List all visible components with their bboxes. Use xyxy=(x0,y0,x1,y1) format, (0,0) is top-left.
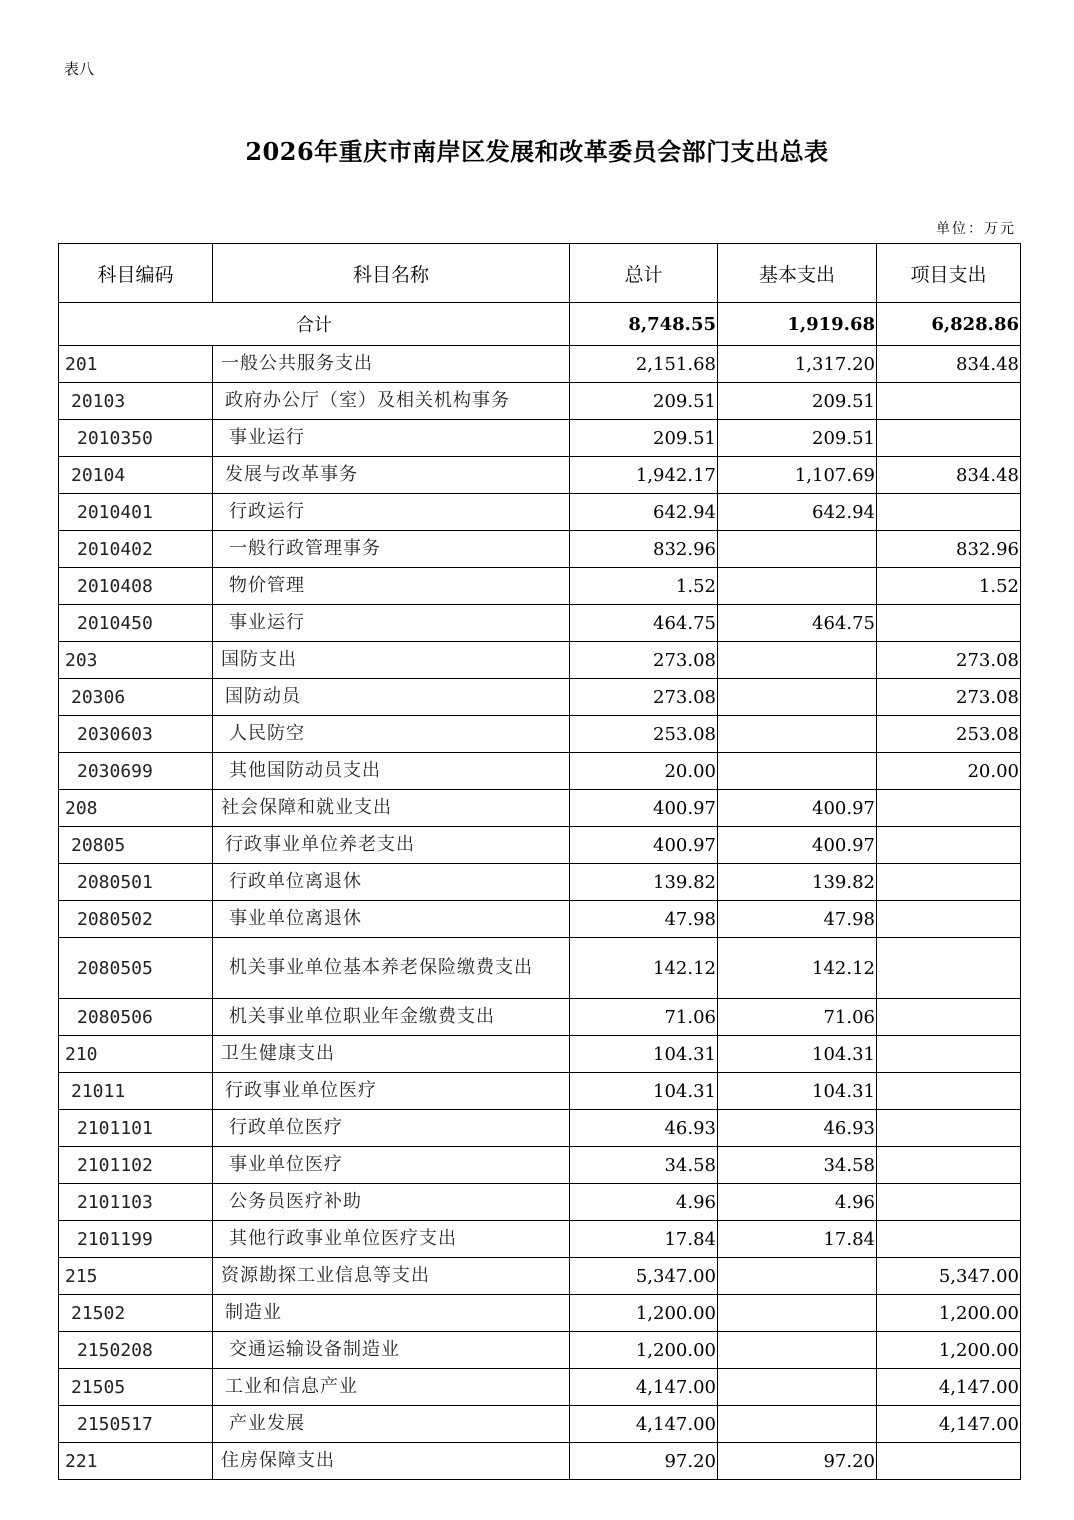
row-project xyxy=(877,790,1021,827)
row-code: 2101199 xyxy=(59,1221,213,1258)
row-total: 46.93 xyxy=(570,1110,718,1147)
row-name: 事业运行 xyxy=(213,605,570,642)
header-row xyxy=(59,244,1021,303)
row-total: 139.82 xyxy=(570,864,718,901)
row-total: 97.20 xyxy=(570,1443,718,1480)
row-project xyxy=(877,1036,1021,1073)
row-basic: 1,107.69 xyxy=(718,457,877,494)
header-project: 项目支出 xyxy=(877,244,1021,303)
row-name: 行政事业单位医疗 xyxy=(213,1073,570,1110)
row-total: 20.00 xyxy=(570,753,718,790)
page-title: 2026年重庆市南岸区发展和改革委员会部门支出总表 xyxy=(245,137,829,166)
row-project xyxy=(877,864,1021,901)
row-name: 国防支出 xyxy=(213,642,570,679)
row-project xyxy=(877,605,1021,642)
row-project: 834.48 xyxy=(877,346,1021,383)
table-row xyxy=(59,1443,1021,1480)
row-name: 产业发展 xyxy=(213,1406,570,1443)
table-row xyxy=(59,420,1021,457)
row-code: 20306 xyxy=(59,679,213,716)
row-project xyxy=(877,1184,1021,1221)
row-code: 21502 xyxy=(59,1295,213,1332)
row-basic: 46.93 xyxy=(718,1110,877,1147)
row-code: 2010401 xyxy=(59,494,213,531)
row-total: 17.84 xyxy=(570,1221,718,1258)
row-basic xyxy=(718,1258,877,1295)
row-project xyxy=(877,1147,1021,1184)
table-row xyxy=(59,1295,1021,1332)
table-row xyxy=(59,827,1021,864)
table-row xyxy=(59,1110,1021,1147)
row-project: 834.48 xyxy=(877,457,1021,494)
unit-label: 单位：万元 xyxy=(936,221,1016,237)
row-code: 2080502 xyxy=(59,901,213,938)
row-basic: 209.51 xyxy=(718,420,877,457)
row-code: 2080505 xyxy=(59,938,213,999)
row-code: 2030603 xyxy=(59,716,213,753)
row-code: 20805 xyxy=(59,827,213,864)
header-name: 科目名称 xyxy=(213,244,570,303)
row-basic: 400.97 xyxy=(718,827,877,864)
row-total: 4.96 xyxy=(570,1184,718,1221)
row-code: 215 xyxy=(59,1258,213,1295)
table-row xyxy=(59,568,1021,605)
total-amount: 8,748.55 xyxy=(570,303,718,346)
row-total: 34.58 xyxy=(570,1147,718,1184)
table-row xyxy=(59,642,1021,679)
row-code: 2010408 xyxy=(59,568,213,605)
row-total: 1,942.17 xyxy=(570,457,718,494)
row-name: 机关事业单位职业年金缴费支出 xyxy=(213,999,570,1036)
row-name: 事业运行 xyxy=(213,420,570,457)
row-code: 221 xyxy=(59,1443,213,1480)
row-project: 4,147.00 xyxy=(877,1406,1021,1443)
table-row xyxy=(59,1073,1021,1110)
table-row xyxy=(59,383,1021,420)
table-row xyxy=(59,864,1021,901)
row-project xyxy=(877,494,1021,531)
header-total: 总计 xyxy=(570,244,718,303)
sheet-label: 表八 xyxy=(64,60,95,78)
expenditure-table xyxy=(58,243,1021,1480)
row-basic: 104.31 xyxy=(718,1036,877,1073)
row-basic xyxy=(718,1406,877,1443)
row-code: 20104 xyxy=(59,457,213,494)
row-basic: 34.58 xyxy=(718,1147,877,1184)
header-code: 科目编码 xyxy=(59,244,213,303)
row-name: 公务员医疗补助 xyxy=(213,1184,570,1221)
row-code: 2080506 xyxy=(59,999,213,1036)
row-name: 一般公共服务支出 xyxy=(213,346,570,383)
row-project xyxy=(877,827,1021,864)
row-total: 209.51 xyxy=(570,420,718,457)
row-basic xyxy=(718,753,877,790)
row-code: 2010402 xyxy=(59,531,213,568)
row-basic: 642.94 xyxy=(718,494,877,531)
row-total: 71.06 xyxy=(570,999,718,1036)
row-code: 2150517 xyxy=(59,1406,213,1443)
row-basic xyxy=(718,642,877,679)
table-row xyxy=(59,790,1021,827)
row-total: 464.75 xyxy=(570,605,718,642)
row-basic xyxy=(718,1332,877,1369)
header-basic: 基本支出 xyxy=(718,244,877,303)
row-code: 2030699 xyxy=(59,753,213,790)
table-row xyxy=(59,457,1021,494)
row-project: 253.08 xyxy=(877,716,1021,753)
row-basic: 1,317.20 xyxy=(718,346,877,383)
row-basic: 139.82 xyxy=(718,864,877,901)
row-code: 2080501 xyxy=(59,864,213,901)
row-total: 273.08 xyxy=(570,642,718,679)
row-total: 273.08 xyxy=(570,679,718,716)
table-row xyxy=(59,999,1021,1036)
row-code: 2010450 xyxy=(59,605,213,642)
row-total: 642.94 xyxy=(570,494,718,531)
table-row xyxy=(59,679,1021,716)
row-project: 273.08 xyxy=(877,642,1021,679)
row-code: 201 xyxy=(59,346,213,383)
row-code: 210 xyxy=(59,1036,213,1073)
row-name: 其他国防动员支出 xyxy=(213,753,570,790)
row-project xyxy=(877,901,1021,938)
row-name: 事业单位医疗 xyxy=(213,1147,570,1184)
row-name: 行政单位离退休 xyxy=(213,864,570,901)
row-code: 2010350 xyxy=(59,420,213,457)
row-basic xyxy=(718,531,877,568)
table-row xyxy=(59,346,1021,383)
total-label: 合计 xyxy=(59,303,570,346)
row-name: 事业单位离退休 xyxy=(213,901,570,938)
table-row xyxy=(59,605,1021,642)
row-project: 273.08 xyxy=(877,679,1021,716)
row-name: 一般行政管理事务 xyxy=(213,531,570,568)
row-project xyxy=(877,1443,1021,1480)
row-code: 2101103 xyxy=(59,1184,213,1221)
table-row xyxy=(59,531,1021,568)
table-row xyxy=(59,1406,1021,1443)
table-row xyxy=(59,1332,1021,1369)
row-name: 住房保障支出 xyxy=(213,1443,570,1480)
row-name: 国防动员 xyxy=(213,679,570,716)
row-project xyxy=(877,383,1021,420)
row-name: 行政运行 xyxy=(213,494,570,531)
row-basic: 142.12 xyxy=(718,938,877,999)
row-total: 832.96 xyxy=(570,531,718,568)
row-project: 1,200.00 xyxy=(877,1295,1021,1332)
row-total: 4,147.00 xyxy=(570,1406,718,1443)
row-total: 253.08 xyxy=(570,716,718,753)
row-basic: 4.96 xyxy=(718,1184,877,1221)
row-project: 1.52 xyxy=(877,568,1021,605)
row-project: 5,347.00 xyxy=(877,1258,1021,1295)
row-project xyxy=(877,999,1021,1036)
row-code: 21505 xyxy=(59,1369,213,1406)
total-row xyxy=(59,303,1021,346)
row-name: 行政事业单位养老支出 xyxy=(213,827,570,864)
row-project xyxy=(877,938,1021,999)
table-row xyxy=(59,494,1021,531)
row-total: 47.98 xyxy=(570,901,718,938)
row-name: 工业和信息产业 xyxy=(213,1369,570,1406)
table-row xyxy=(59,716,1021,753)
row-basic: 464.75 xyxy=(718,605,877,642)
table-row xyxy=(59,1184,1021,1221)
row-total: 1,200.00 xyxy=(570,1332,718,1369)
row-name: 人民防空 xyxy=(213,716,570,753)
row-code: 2101101 xyxy=(59,1110,213,1147)
row-name: 发展与改革事务 xyxy=(213,457,570,494)
row-code: 2150208 xyxy=(59,1332,213,1369)
row-total: 209.51 xyxy=(570,383,718,420)
row-basic: 104.31 xyxy=(718,1073,877,1110)
row-total: 400.97 xyxy=(570,790,718,827)
row-name: 资源勘探工业信息等支出 xyxy=(213,1258,570,1295)
row-total: 4,147.00 xyxy=(570,1369,718,1406)
row-code: 203 xyxy=(59,642,213,679)
total-basic: 1,919.68 xyxy=(718,303,877,346)
table-row xyxy=(59,1147,1021,1184)
row-total: 1.52 xyxy=(570,568,718,605)
table-row xyxy=(59,1369,1021,1406)
row-project: 832.96 xyxy=(877,531,1021,568)
row-total: 2,151.68 xyxy=(570,346,718,383)
row-name: 社会保障和就业支出 xyxy=(213,790,570,827)
row-project xyxy=(877,1221,1021,1258)
row-code: 2101102 xyxy=(59,1147,213,1184)
row-name: 交通运输设备制造业 xyxy=(213,1332,570,1369)
row-basic xyxy=(718,568,877,605)
row-name: 机关事业单位基本养老保险缴费支出 xyxy=(213,938,570,999)
row-basic xyxy=(718,1369,877,1406)
row-name: 物价管理 xyxy=(213,568,570,605)
table-row xyxy=(59,1258,1021,1295)
row-basic: 97.20 xyxy=(718,1443,877,1480)
table-row xyxy=(59,901,1021,938)
row-name: 其他行政事业单位医疗支出 xyxy=(213,1221,570,1258)
row-project: 1,200.00 xyxy=(877,1332,1021,1369)
total-project: 6,828.86 xyxy=(877,303,1021,346)
row-total: 104.31 xyxy=(570,1073,718,1110)
row-total: 5,347.00 xyxy=(570,1258,718,1295)
row-name: 制造业 xyxy=(213,1295,570,1332)
table-row xyxy=(59,1036,1021,1073)
row-code: 20103 xyxy=(59,383,213,420)
table-row xyxy=(59,753,1021,790)
table-row xyxy=(59,1221,1021,1258)
row-code: 208 xyxy=(59,790,213,827)
row-total: 1,200.00 xyxy=(570,1295,718,1332)
row-code: 21011 xyxy=(59,1073,213,1110)
row-basic: 71.06 xyxy=(718,999,877,1036)
row-basic xyxy=(718,1295,877,1332)
row-name: 卫生健康支出 xyxy=(213,1036,570,1073)
row-basic xyxy=(718,679,877,716)
row-total: 104.31 xyxy=(570,1036,718,1073)
row-name: 政府办公厅（室）及相关机构事务 xyxy=(213,383,570,420)
row-basic: 17.84 xyxy=(718,1221,877,1258)
row-project: 4,147.00 xyxy=(877,1369,1021,1406)
row-total: 142.12 xyxy=(570,938,718,999)
row-project: 20.00 xyxy=(877,753,1021,790)
row-project xyxy=(877,420,1021,457)
row-basic: 47.98 xyxy=(718,901,877,938)
row-basic: 209.51 xyxy=(718,383,877,420)
row-project xyxy=(877,1073,1021,1110)
row-project xyxy=(877,1110,1021,1147)
row-name: 行政单位医疗 xyxy=(213,1110,570,1147)
row-basic xyxy=(718,716,877,753)
table-row xyxy=(59,938,1021,999)
row-basic: 400.97 xyxy=(718,790,877,827)
row-total: 400.97 xyxy=(570,827,718,864)
